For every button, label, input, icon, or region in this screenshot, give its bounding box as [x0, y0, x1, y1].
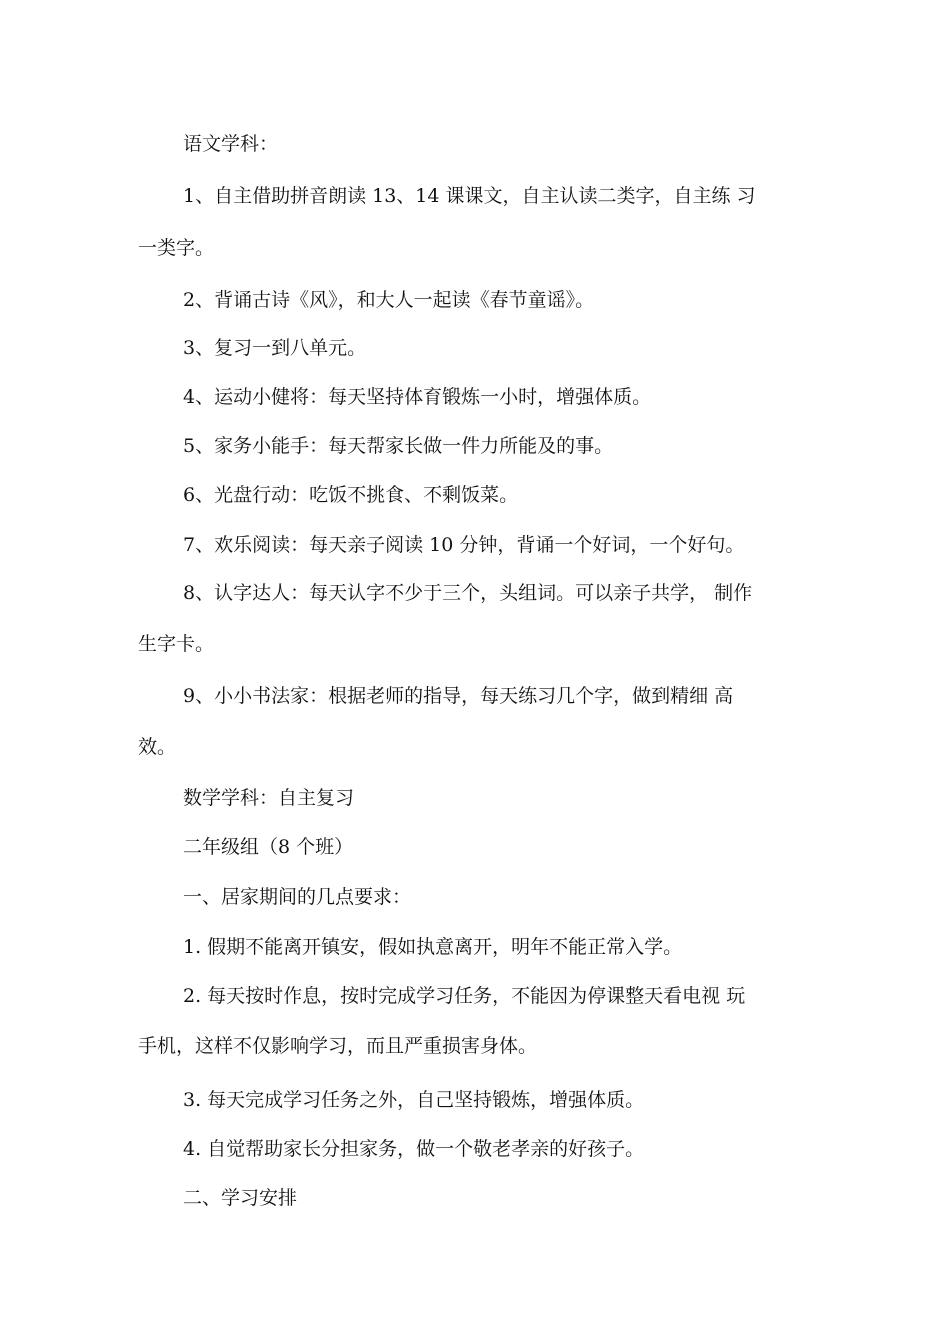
study-arrangement-heading: 二、学习安排	[183, 1187, 298, 1209]
chinese-item-6: 6、光盘行动：吃饭不挑食、不剩饭菜。	[183, 484, 519, 506]
grade-two-group-heading: 二年级组（8 个班）	[183, 836, 354, 858]
chinese-item-4: 4、运动小健将：每天坚持体育锻炼一小时，增强体质。	[183, 386, 652, 408]
chinese-item-8: 8、认字达人：每天认字不少于三个，头组词。可以亲子共学， 制作	[183, 582, 753, 604]
chinese-item-9: 9、小小书法家：根据老师的指导，每天练习几个字，做到精细 高	[183, 685, 734, 707]
chinese-item-1: 1、自主借助拼音朗读 13、14 课课文，自主认读二类字，自主练 习	[183, 185, 756, 207]
chinese-subject-heading: 语文学科：	[183, 133, 279, 155]
math-subject-heading: 数学学科：自主复习	[183, 787, 355, 809]
chinese-item-2: 2、背诵古诗《风》，和大人一起读《春节童谣》。	[183, 289, 595, 311]
requirement-2-continued: 手机，这样不仅影响学习，而且严重损害身体。	[138, 1035, 538, 1057]
chinese-item-1-continued: 一类字。	[138, 237, 215, 259]
requirement-1: 1. 假期不能离开镇安，假如执意离开，明年不能正常入学。	[183, 936, 683, 958]
chinese-item-8-continued: 生字卡。	[138, 633, 215, 655]
requirement-3: 3. 每天完成学习任务之外，自己坚持锻炼，增强体质。	[183, 1089, 645, 1111]
chinese-item-3: 3、复习一到八单元。	[183, 337, 367, 359]
requirement-2: 2. 每天按时作息，按时完成学习任务，不能因为停课整天看电视 玩	[183, 985, 746, 1007]
chinese-item-7: 7、欢乐阅读：每天亲子阅读 10 分钟，背诵一个好词，一个好句。	[183, 534, 745, 556]
requirement-4: 4. 自觉帮助家长分担家务，做一个敬老孝亲的好孩子。	[183, 1138, 645, 1160]
chinese-item-9-continued: 效。	[138, 736, 177, 758]
home-requirements-heading: 一、居家期间的几点要求：	[183, 886, 412, 908]
chinese-item-5: 5、家务小能手：每天帮家长做一件力所能及的事。	[183, 435, 614, 457]
